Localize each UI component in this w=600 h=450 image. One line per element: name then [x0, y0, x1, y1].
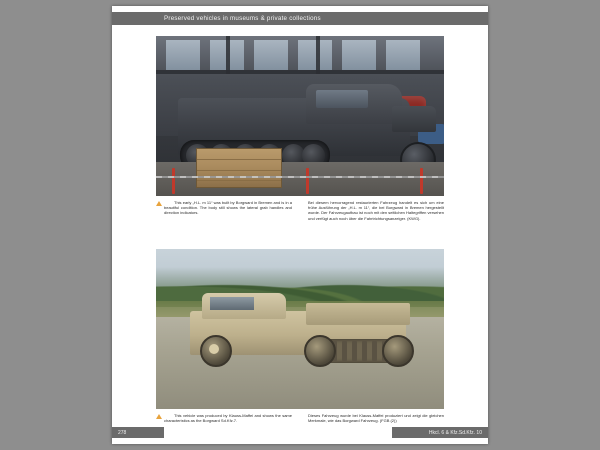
- ceiling-beam: [226, 36, 230, 76]
- hall-window: [342, 40, 376, 70]
- caption-english: This early „H.L. m 11“ was built by Borgward in Bremen and is in a beautiful condition. The body still shows the lateral grab handles and direction indicators.: [164, 200, 292, 216]
- figure-bottom-photo: [156, 249, 444, 409]
- figure-top-photo: [156, 36, 444, 196]
- barrier-rope: [156, 176, 444, 178]
- page-number: 278: [118, 429, 127, 436]
- hall-window: [166, 40, 200, 70]
- footer-page-number-bar: [112, 427, 164, 438]
- hall-window: [386, 40, 420, 70]
- caption-arrow-icon: [156, 201, 162, 206]
- halftrack-windscreen-dark: [316, 90, 368, 108]
- halftrack-rear-deck: [306, 303, 410, 325]
- document-page: [112, 6, 488, 444]
- footer-book-title: Hkcl. 6 & Kfz.Sd.Kfz. 10: [428, 429, 482, 436]
- caption-german: Dieses Fahrzeug wurde bei Klauss-Maffei produziert und zeigt die gleichen Merkmale, wie das Borgward Fahrzeug. (FGB (2)): [308, 413, 444, 424]
- idler-wheel: [382, 335, 414, 367]
- hall-window: [254, 40, 288, 70]
- barrier-post: [420, 168, 423, 194]
- wheel-hub: [209, 344, 219, 354]
- caption-english: This vehicle was produced by Klauss-Maffei and shows the same characteristics as the Borgward Sd.Kfz.7.: [164, 413, 292, 424]
- halftrack-windscreen-sand: [210, 297, 254, 310]
- wooden-crate: [196, 148, 282, 188]
- caption-arrow-icon: [156, 414, 162, 419]
- footer-title-bar: [392, 427, 488, 438]
- drive-sprocket: [304, 335, 336, 367]
- barrier-post: [306, 168, 309, 194]
- halftrack-engine-hood-dark: [392, 106, 436, 132]
- caption-german: Bei diesem hervorragend restaurierten Fahrzeug handelt es sich um eine frühe Ausführung der „H.L. m 11“, die bei Borgward in Bremen hergestellt wurde. Der Fahrzeugaufbau ist noch mit den seitlichen Haltegriffen versehen und verfügt auch noch über die Fahrtrichtungsanzeiger. (KWG).: [308, 200, 444, 221]
- barrier-post: [172, 168, 175, 194]
- page-header-title: Preserved vehicles in museums & private collections: [164, 15, 321, 22]
- hall-window: [298, 40, 332, 70]
- ceiling-beam: [316, 36, 320, 76]
